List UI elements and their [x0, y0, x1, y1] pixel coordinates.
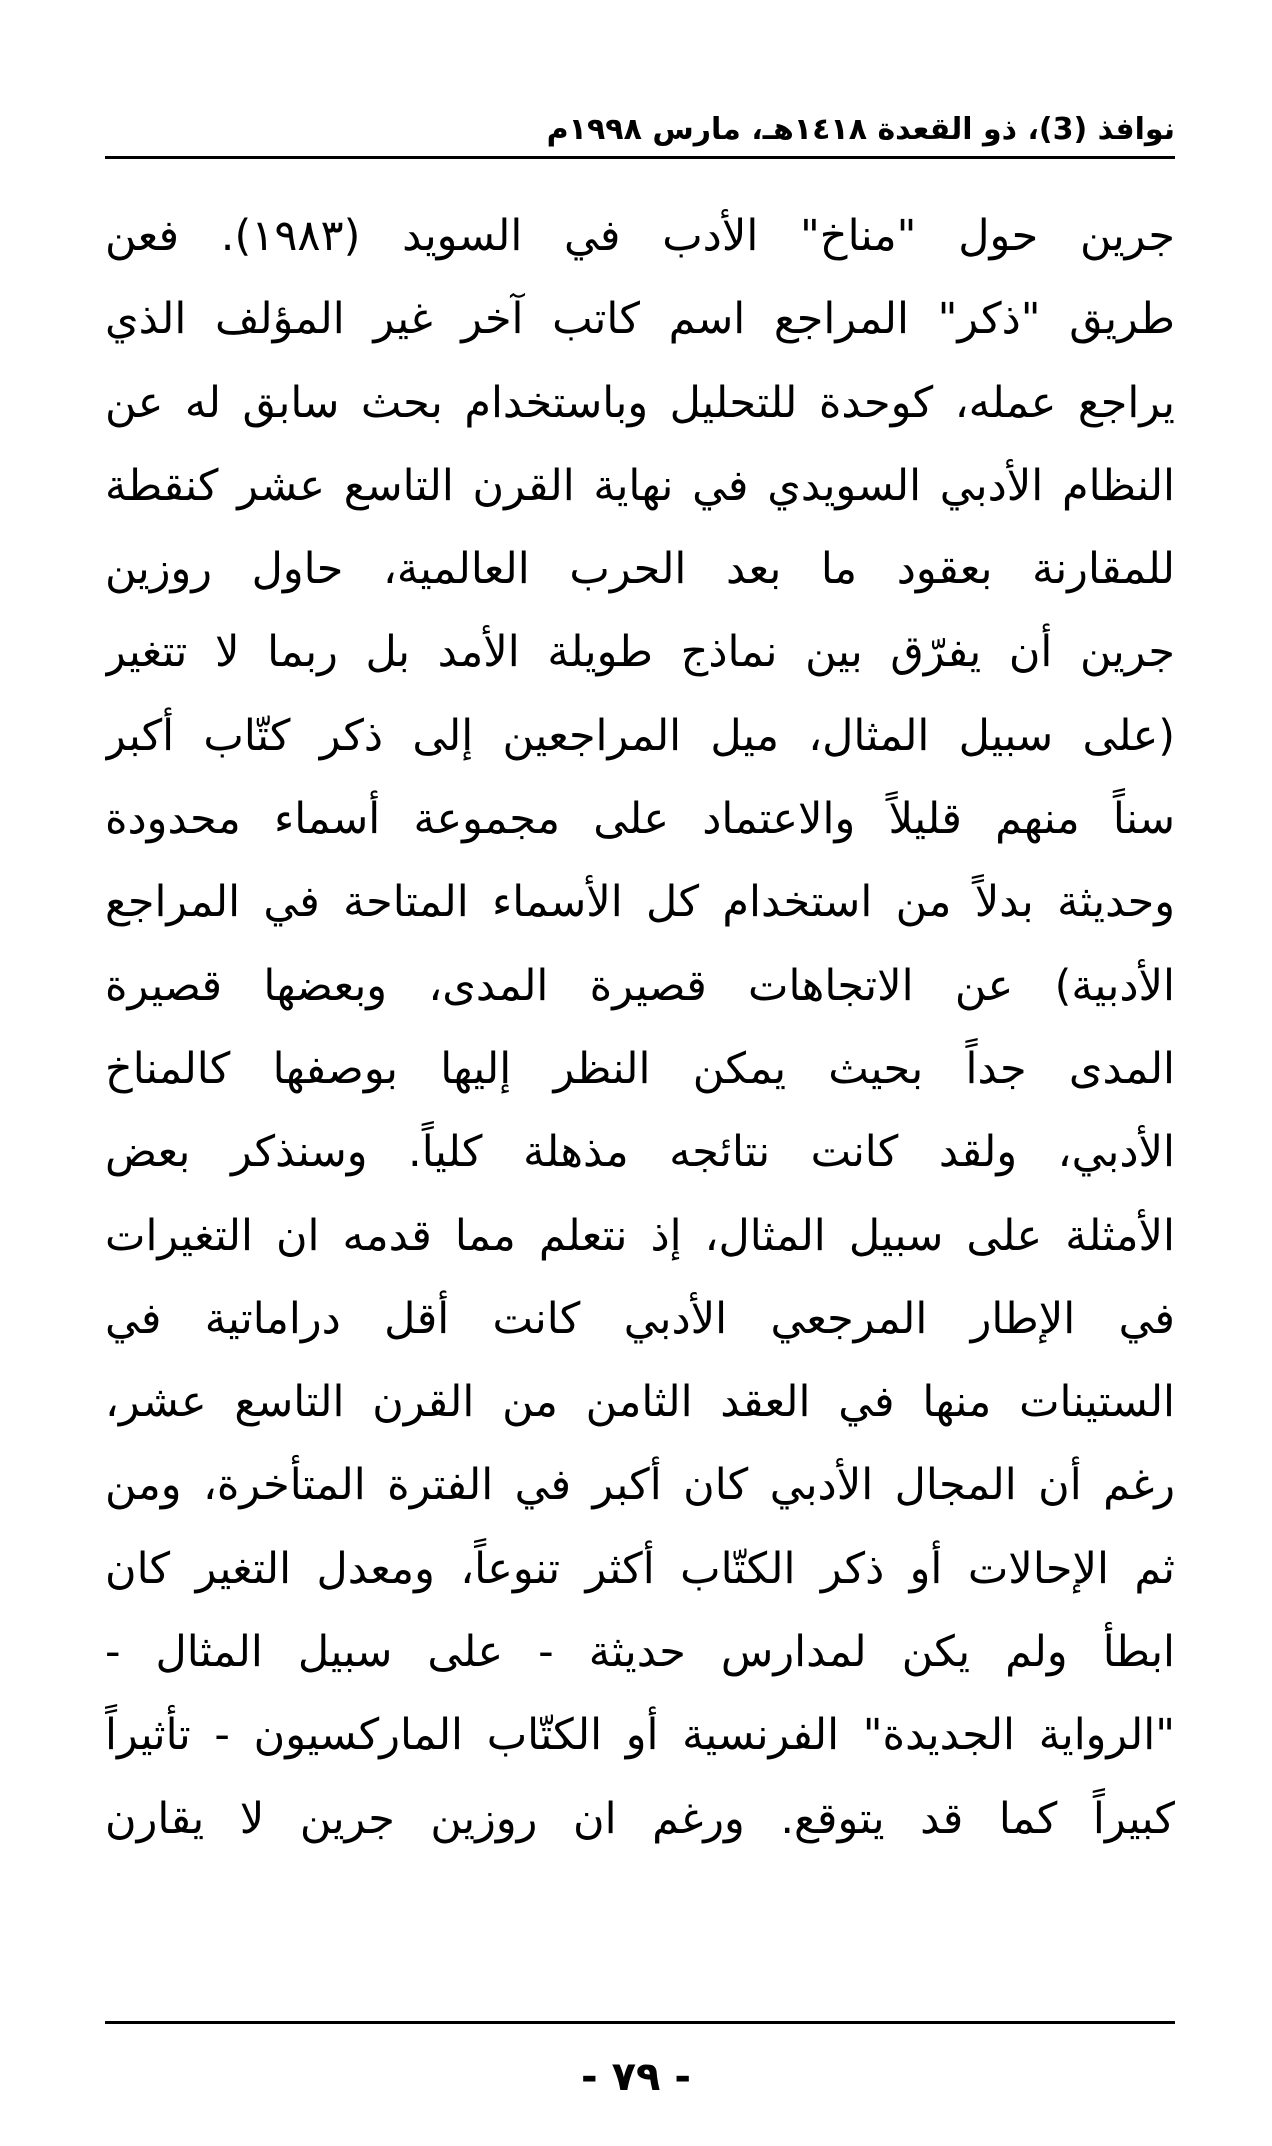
text-line: سناً منهم قليلاً والاعتماد على مجموعة أسماء محدودة: [105, 794, 1175, 845]
text-line: جرين حول "مناخ" الأدب في السويد (١٩٨٣). فعن: [105, 211, 1175, 261]
page-number: - ٧٩ -: [581, 2054, 691, 2100]
text-line: الستينات منها في العقد الثامن من القرن التاسع عشر،: [105, 1377, 1175, 1428]
text-line: ثم الإحالات أو ذكر الكتّاب أكثر تنوعاً، ومعدل التغير كان: [105, 1543, 1175, 1594]
page-footer: [0, 2042, 1272, 2112]
text-line: النظام الأدبي السويدي في نهاية القرن التاسع عشر كنقطة: [105, 460, 1175, 511]
text-line: المدى جداً بحيث يمكن النظر إليها بوصفها كالمناخ: [105, 1043, 1175, 1094]
header-rule: [105, 156, 1175, 159]
running-header: [105, 100, 1175, 160]
text-line: "الرواية الجديدة" الفرنسية أو الكتّاب الماركسيون - تأثيراً: [105, 1710, 1175, 1761]
text-line: كبيراً كما قد يتوقع. ورغم ان روزين جرين لا يقارن: [105, 1793, 1175, 1844]
text-line: وحديثة بدلاً من استخدام كل الأسماء المتاحة في المراجع: [105, 877, 1175, 928]
text-line: في الإطار المرجعي الأدبي كانت أقل دراماتية في: [105, 1293, 1175, 1344]
body-paragraph: [105, 195, 1175, 1861]
running-head-text: نوافذ (3)، ذو القعدة ١٤١٨هـ، مارس ١٩٩٨م: [546, 112, 1175, 147]
text-line: للمقارنة بعقود ما بعد الحرب العالمية، حاول روزين: [105, 544, 1175, 595]
text-line: يراجع عمله، كوحدة للتحليل وباستخدام بحث سابق له عن: [105, 377, 1175, 428]
text-line: الأدبي، ولقد كانت نتائجه مذهلة كلياً. وسنذكر بعض: [105, 1127, 1175, 1178]
text-line: (على سبيل المثال، ميل المراجعين إلى ذكر كتّاب أكبر: [105, 710, 1175, 761]
text-line: جرين أن يفرّق بين نماذج طويلة الأمد بل ربما لا تتغير: [105, 627, 1175, 678]
footer-rule: [105, 2021, 1175, 2024]
text-line: الأمثلة على سبيل المثال، إذ نتعلم مما قدمه ان التغيرات: [105, 1210, 1175, 1261]
text-line: الأدبية) عن الاتجاهات قصيرة المدى، وبعضها قصيرة: [105, 960, 1175, 1011]
text-line: رغم أن المجال الأدبي كان أكبر في الفترة المتأخرة، ومن: [105, 1460, 1175, 1511]
text-line: طريق "ذكر" المراجع اسم كاتب آخر غير المؤلف الذي: [105, 294, 1175, 345]
text-line: ابطأ ولم يكن لمدارس حديثة - على سبيل المثال -: [105, 1627, 1175, 1678]
